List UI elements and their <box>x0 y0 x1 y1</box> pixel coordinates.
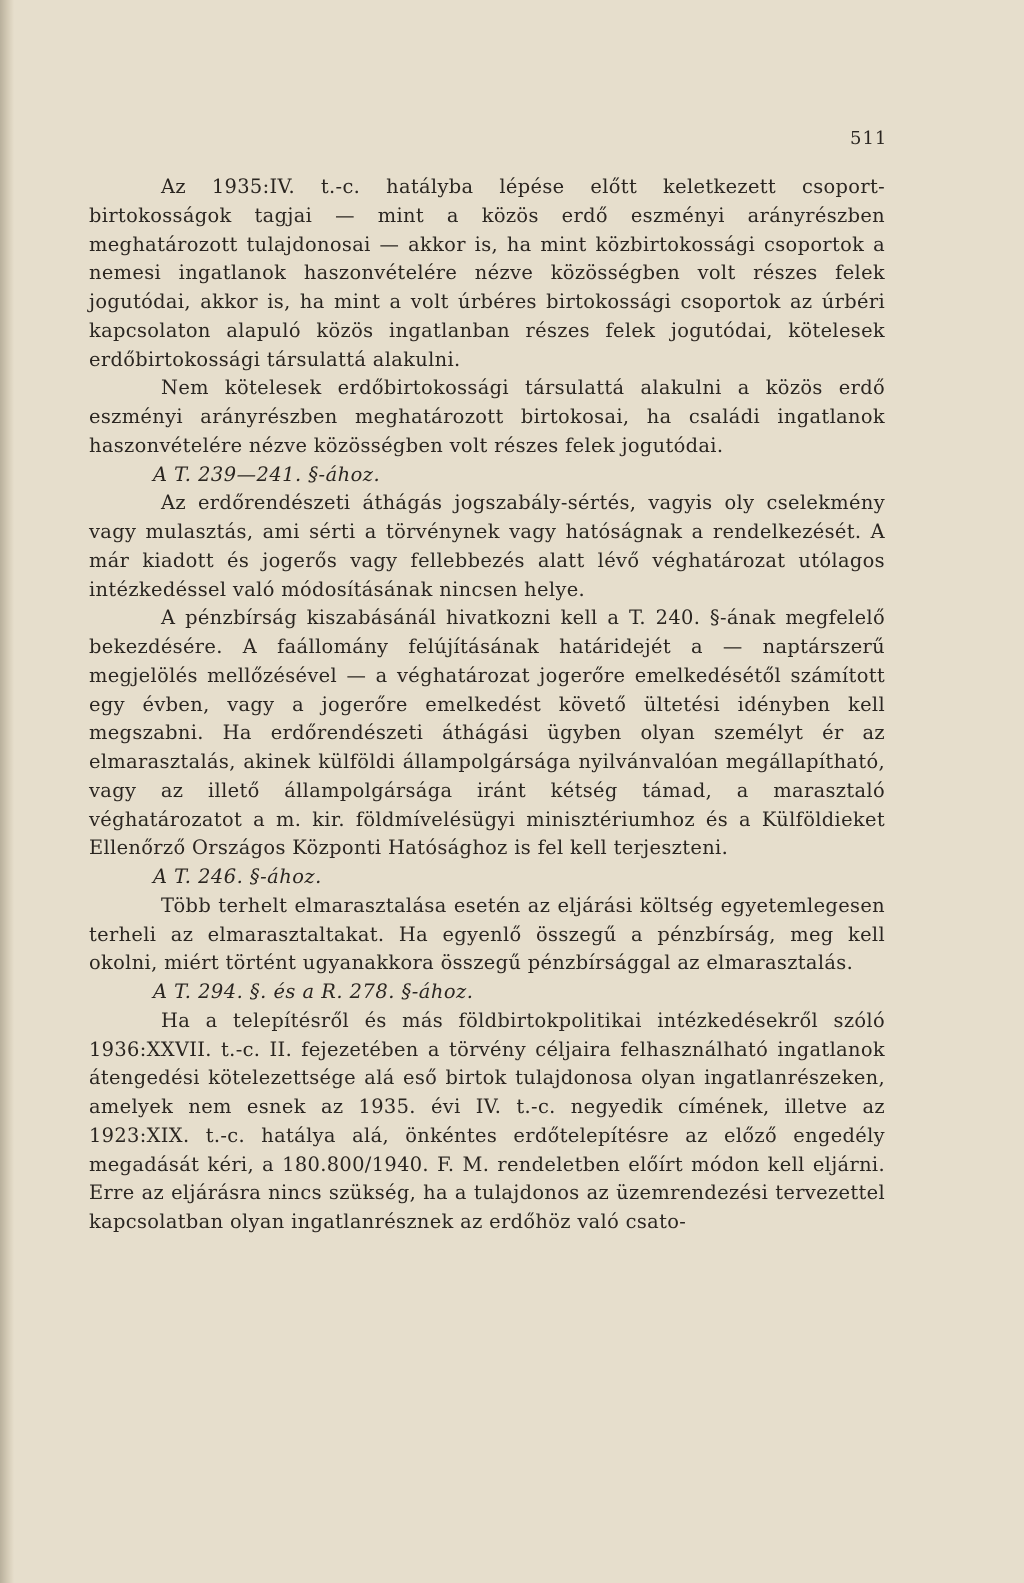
paragraph: Nem kötelesek erdőbirtokossági társulattá alakulni a közös erdő eszményi arányrészben meghatározott birtokosai, ha családi ingatlanok haszonvételére nézve közösségben volt részes felek jogutódai. <box>89 376 885 457</box>
paragraph: Ha a telepítésről és más földbirtokpolitikai intézkedésekről szóló 1936:XXVII. t.-c. II. fejezetében a törvény céljaira felhasználható ingatlanok átengedési kötelezettsége alá eső birtok tulajdonosa olyan ingatlanrészeken, amelyek nem esnek az 1935. évi IV. t.-c. negyedik címének, illetve az 1923:XIX. t.-c. hatálya alá, önkéntes erdőtelepítésre az előző engedély megadását kéri, a 180.800/1940. F. M. rendeletben előírt módon kell eljárni. Erre az eljárásra nincs szükség, ha a tulajdonos az üzemrendezési tervezettel kapcsolatban olyan ingatlanrésznek az erdőhöz való csato- <box>89 1008 885 1233</box>
page-number: 511 <box>850 128 888 149</box>
section-heading: A T. 239—241. §-ához. <box>153 462 381 486</box>
paragraph: Az erdőrendészeti áthágás jogszabály-sértés, vagyis oly cselekmény vagy mulasztás, ami sérti a törvénynek vagy hatóságnak a rendelkezését. A már kiadott és jogerős vagy fellebbezés alatt lévő véghatározat utólagos intézkedéssel való módosításának nincsen helye. <box>89 491 885 601</box>
paragraph: Több terhelt elmarasztalása esetén az eljárási költség egyetemlegesen terheli az elmarasztaltakat. Ha egyenlő összegű a pénzbírság, meg kell okolni, miért történt ugyanakkora összegű pénzbírsággal az elmarasztalás. <box>89 893 885 975</box>
page-edge-shadow <box>0 0 14 1583</box>
section-heading: A T. 246. §-ához. <box>153 865 322 888</box>
paragraph: A pénzbírság kiszabásánál hivatkozni kell a T. 240. §-ának megfelelő bekezdésére. A faállomány felújításának határidejét a — naptárszerű megjelölés mellőzésével — a véghatározat jogerőre emelkedésétől számított egy évben, vagy a jogerőre emelkedést követő ültetési idényben kell megszabni. Ha erdőrendészeti áthágási ügyben olyan személyt ér az elmarasztalás, akinek külföldi állampolgársága nyilvánvalóan megállapítható, vagy az illető állampolgársága iránt kétség támad, a marasztaló véghatározatot a m. kir. földmívelésügyi minisztériumhoz és a Külföldieket Ellenőrző Országos Központi Hatósághoz is fel kell terjeszteni. <box>89 606 885 860</box>
section-heading: A T. 294. §. és a R. 278. §-ához. <box>153 980 474 1003</box>
text-body <box>89 173 885 1237</box>
paragraph: Az 1935:IV. t.-c. hatályba lépése előtt keletkezett csoport-birtokosságok tagjai — mint a közös erdő eszményi arányrészben meghatározott tulajdonosai — akkor is, ha mint közbirtokossági csoportok a nemesi ingatlanok haszonvételére nézve közösségben volt részes felek jogutódai, akkor is, ha mint a volt úrbéres birtokossági csoportok az úrbéri kapcsolaton alapuló közös ingatlanban részes felek jogutódai, kötelesek erdőbirtokossági társulattá alakulni. <box>89 175 885 371</box>
